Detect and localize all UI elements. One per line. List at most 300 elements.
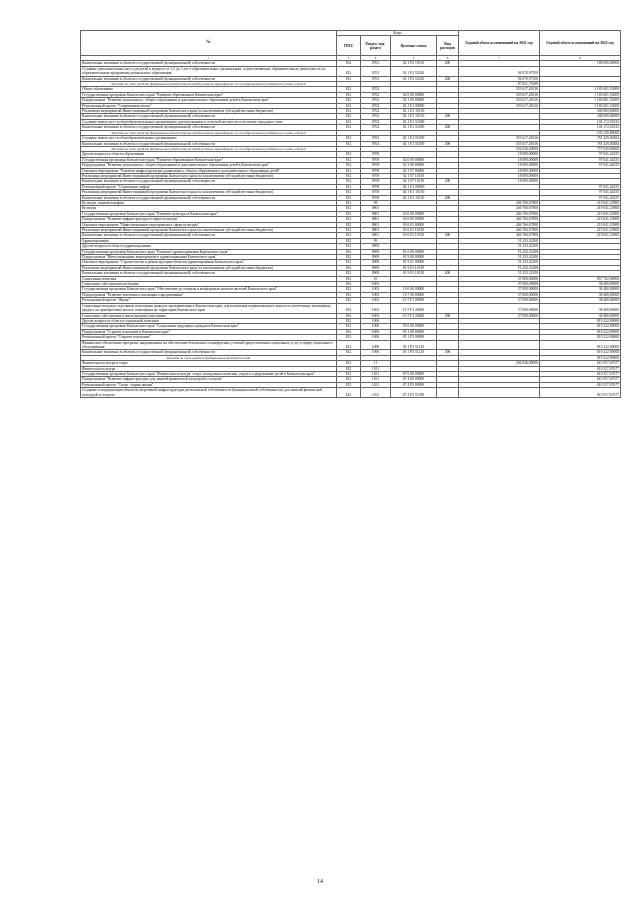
row-csr: 03 6 00 00000 [391, 217, 437, 222]
header-year-2022: Годовой объем ассигнований на 2022 год [540, 31, 621, 56]
row-csr: 07 4 00 00000 [391, 377, 437, 382]
row-csr: 05 1 00 00000 [391, 329, 437, 334]
row-year-2021: 37 000,00000 [459, 282, 540, 287]
row-csr: 02 1 E1 10130 [391, 109, 437, 114]
row-year-2021: 18 000,00000 [459, 179, 540, 184]
row-name: Реализация мероприятий Инвестиционной программы Камчатского края (за исключением субсидий местным бюджетам) [81, 109, 337, 114]
row-year-2021: 204 026,00000 [459, 361, 540, 366]
row-csr: 02 1 P2 10130 [391, 61, 437, 66]
row-grbs: 812 [337, 87, 361, 92]
row-year-2022: 610 557,67677 [540, 371, 621, 376]
row-year-2022: 180 000,00000 [540, 61, 621, 66]
row-year-2022: 819 222,90000 [540, 324, 621, 329]
row-razdel: 0801 [361, 206, 391, 211]
row-year-2022: 104 172,52525 [540, 119, 621, 124]
row-name: Региональный проект "Современная школа" [81, 103, 337, 108]
row-grbs: 812 [337, 249, 361, 254]
row-year-2022: 97 041,44255 [540, 190, 621, 195]
row-year-2021: 353 617,26316 [459, 92, 540, 97]
row-vr: 400 [437, 271, 459, 276]
row-csr: 03 6 01 10130 [391, 228, 437, 233]
row-year-2022: 219 041,23900 [540, 217, 621, 222]
row-name: Создание дополнительных мест для детей в возрасте от 1,5 до 3 лет в образовательных организациях, осуществляющих образовательную деятельность по образовательным программам дошкольного образования [81, 66, 337, 76]
row-name: Капитальные вложения в объекты государственной (муниципальной) собственности [81, 114, 337, 119]
row-name: Создание новых мест в общеобразовательных организациях, расположенных в сельской местности и поселках городского типа [81, 119, 337, 124]
row-grbs: 812 [337, 233, 361, 238]
row-name: Государственная программа Камчатского края "Развитие образования в Камчатском крае" [81, 92, 337, 97]
row-year-2021: 353 617,26316 [459, 98, 540, 103]
row-razdel: 1006 [361, 329, 391, 334]
row-grbs: 812 [337, 228, 361, 233]
row-grbs: 812 [337, 340, 361, 350]
row-razdel: 0701 [361, 66, 391, 76]
row-razdel: 0702 [361, 136, 391, 141]
row-razdel: 0702 [361, 109, 391, 114]
row-grbs: 812 [337, 377, 361, 382]
row-name: Государственная программа Камчатского края "Обеспечение доступным и комфортным жильем жителей Камчатского края" [81, 287, 337, 292]
row-year-2022: 610 557,67677 [540, 366, 621, 371]
row-year-2022: 219 041,23900 [540, 222, 621, 227]
row-name: Реализация мероприятий Инвестиционной программы Камчатского края (за исключением субсидий местным бюджетам) [81, 173, 337, 178]
row-name: Социальное обеспечение и иные выплаты населению [81, 313, 337, 318]
row-year-2022: 1 183 601,53009 [540, 98, 621, 103]
row-razdel: 0709 [361, 173, 391, 178]
row-razdel: 0709 [361, 190, 391, 195]
row-csr: 02 1 E1 00000 [391, 184, 437, 189]
row-csr: 01 9 01 10130 [391, 271, 437, 276]
row-vr [437, 340, 459, 350]
row-year-2022: 300 000,00000 [540, 114, 621, 119]
row-year-2021: 51 233,32200 [459, 260, 540, 265]
row-razdel: 0909 [361, 265, 391, 270]
row-csr: 02 1 P2 52320 [391, 66, 437, 76]
row-year-2021: 18 000,00000 [459, 163, 540, 168]
row-razdel: 1006 [361, 340, 391, 350]
row-year-2022: 38 480,00000 [540, 303, 621, 313]
row-csr: 02 1 E1 00000 [391, 103, 437, 108]
row-vr [437, 388, 459, 398]
row-name: Здравоохранение [81, 238, 337, 243]
row-csr: 02 0 00 00000 [391, 92, 437, 97]
row-csr: 02 1 00 00000 [391, 98, 437, 103]
row-vr: 400 [437, 141, 459, 146]
row-year-2021: 37 000,00000 [459, 298, 540, 303]
row-name: Расходы за счет средств федерального бюджета/межбюджетные трансферты из государственного поддержки семьи и детей [81, 146, 337, 151]
row-year-2022: 610 557,67677 [540, 377, 621, 382]
row-razdel: 1003 [361, 298, 391, 303]
row-razdel: 0702 [361, 119, 391, 124]
row-year-2021: 353 617,26316 [459, 103, 540, 108]
row-grbs: 812 [337, 276, 361, 281]
table-row [81, 303, 621, 313]
row-year-2021: 446 766,67800 [459, 200, 540, 205]
row-razdel: 1003 [361, 287, 391, 292]
row-name: Капитальные вложения в объекты государственной (муниципальной) собственности [81, 350, 337, 355]
row-grbs: 812 [337, 114, 361, 119]
row-name: Капитальные вложения в объекты государственной (муниципальной) собственности [81, 179, 337, 184]
row-year-2021: 51 233,32200 [459, 238, 540, 243]
row-razdel: 0909 [361, 260, 391, 265]
row-year-2022: 610 557,67677 [540, 388, 621, 398]
row-year-2022: 757 030,00000 [540, 146, 621, 151]
row-year-2021: 51 233,32200 [459, 249, 540, 254]
row-name: Подпрограмма "Старшее поколение в Камчатском крае" [81, 329, 337, 334]
row-year-2022: 219 041,23900 [540, 233, 621, 238]
row-grbs: 812 [337, 222, 361, 227]
row-csr: 03 6 01 00000 [391, 222, 437, 227]
row-csr: 05 1 P3 00000 [391, 335, 437, 340]
row-csr: 02 1 E1 10130 [391, 195, 437, 200]
row-grbs: 812 [337, 366, 361, 371]
row-name: Основное мероприятие "Развитие инфраструктуры дошкольного, общего образования и дополнительного образования детей" [81, 168, 337, 173]
row-csr: 02 1 P2 52320 [391, 76, 437, 81]
row-name: Социальное обеспечение населения [81, 282, 337, 287]
row-name: Подпрограмма "Развитие ипотечного жилищного кредитования" [81, 292, 337, 297]
colnum-4: 4 [361, 56, 391, 61]
row-razdel: 0702 [361, 114, 391, 119]
header-codes: Коды [337, 31, 459, 36]
row-year-2022: 819 222,90000 [540, 318, 621, 323]
row-year-2021 [459, 340, 540, 350]
row-grbs: 812 [337, 303, 361, 313]
row-year-2022: 1 183 601,53009 [540, 87, 621, 92]
row-csr: 02 1 E1 52300 [391, 119, 437, 124]
row-grbs: 812 [337, 388, 361, 398]
row-year-2022: 610 557,67677 [540, 382, 621, 387]
row-year-2021: 18 000,00000 [459, 152, 540, 157]
row-year-2021: 446 766,67800 [459, 206, 540, 211]
row-vr: 400 [437, 61, 459, 66]
row-csr: 02 1 07 00000 [391, 168, 437, 173]
row-year-2022: 97 041,44255 [540, 184, 621, 189]
row-grbs: 812 [337, 371, 361, 376]
row-grbs: 812 [337, 157, 361, 162]
row-name: Подпрограмма "Развитие дошкольного, общего образования и дополнительного образования детей в Камчатском крае" [81, 163, 337, 168]
row-razdel: 0801 [361, 217, 391, 222]
row-year-2022: 97 041,44255 [540, 157, 621, 162]
row-grbs: 812 [337, 313, 361, 318]
row-razdel: 1101 [361, 382, 391, 387]
row-razdel: 0709 [361, 184, 391, 189]
row-year-2021: 446 766,67800 [459, 228, 540, 233]
row-grbs: 812 [337, 265, 361, 270]
row-csr: 05 1 P3 51210 [391, 350, 437, 355]
row-csr: 05 0 00 00000 [391, 324, 437, 329]
row-csr: 10 7 F1 20400 [391, 313, 437, 318]
row-name: Социальная политика [81, 276, 337, 281]
row-razdel: 1101 [361, 371, 391, 376]
table-row [81, 66, 621, 76]
row-grbs: 812 [337, 103, 361, 108]
row-grbs: 812 [337, 211, 361, 216]
row-year-2022: 38 480,00000 [540, 298, 621, 303]
row-name: Физическая культура и спорт [81, 361, 337, 366]
table-row [81, 340, 621, 350]
row-vr: 300 [437, 313, 459, 318]
row-csr: 01 9 01 00000 [391, 260, 437, 265]
row-razdel: 0801 [361, 222, 391, 227]
row-year-2022: 1 183 601,53009 [540, 92, 621, 97]
row-year-2022: 219 041,23900 [540, 200, 621, 205]
row-name: Реализация мероприятий Инвестиционной программы Камчатского края (за исключением субсидий местным бюджетам) [81, 190, 337, 195]
row-csr: 02 1 E1 10130 [391, 114, 437, 119]
row-grbs: 812 [337, 217, 361, 222]
row-year-2021: 446 766,67800 [459, 217, 540, 222]
header-vr: Вид расходов [437, 36, 459, 56]
row-grbs: 812 [337, 152, 361, 157]
colnum-8: 8 [540, 56, 621, 61]
row-grbs: 812 [337, 329, 361, 334]
row-name: Создание новых мест в общеобразовательных организациях [81, 136, 337, 141]
row-grbs: 812 [337, 361, 361, 366]
row-razdel: 0909 [361, 244, 391, 249]
row-csr: 07 4 P5 00000 [391, 382, 437, 387]
row-name: Расходы за счет средств федерального бюджета/межбюджетные трансферты из государственного поддержки семьи и детей [81, 130, 337, 135]
row-grbs: 812 [337, 173, 361, 178]
colnum-7: 7 [459, 56, 540, 61]
row-grbs: 812 [337, 136, 361, 141]
row-csr: 02 1 07 10130 [391, 179, 437, 184]
row-year-2021: 87 021,71000 [459, 82, 540, 87]
row-year-2021: 37 000,00000 [459, 313, 540, 318]
row-csr: 10 7 F1 20400 [391, 303, 437, 313]
row-vr: 400 [437, 76, 459, 81]
row-name: Расходы за счет средств федерального бюджета\ вода [81, 355, 337, 360]
row-name: Финансовое обеспечение программ, направленных на обеспечение безопасных и комфортных условий предоставления социальных услуг в сфере социального обслуживания [81, 340, 337, 350]
row-year-2022: 781 429,00484 [540, 136, 621, 141]
row-year-2021: 446 766,67800 [459, 222, 540, 227]
row-csr: 02 1 E1 55200 [391, 141, 437, 146]
row-year-2021: 51 233,32200 [459, 244, 540, 249]
row-grbs: 812 [337, 200, 361, 205]
row-grbs: 812 [337, 287, 361, 292]
row-grbs: 812 [337, 195, 361, 200]
row-grbs: 812 [337, 98, 361, 103]
row-grbs: 812 [337, 184, 361, 189]
colnum-6: 6 [437, 56, 459, 61]
row-year-2021: 446 766,67800 [459, 211, 540, 216]
row-name: Социальные выплаты отдельным категориям граждан, проживающим в Камчатском крае, для погашения первоначального взноса по ипотечному жилищному кредиту на приобретение жилого помещения на территории Камчатского края [81, 303, 337, 313]
budget-table-sheet [80, 30, 620, 398]
row-csr: 02 1 07 10130 [391, 173, 437, 178]
row-name: Другие вопросы в области здравоохранения [81, 244, 337, 249]
row-grbs: 812 [337, 318, 361, 323]
row-razdel: 0801 [361, 233, 391, 238]
row-csr: 02 1 E1 10130 [391, 190, 437, 195]
table-row [81, 388, 621, 398]
row-name: Государственная программа Камчатского края "Развитие культуры в Камчатском крае" [81, 211, 337, 216]
row-razdel: 11 [361, 361, 391, 366]
row-name: Государственная программа Камчатского края "Развитие здравоохранения Камчатского края" [81, 249, 337, 254]
row-name: Капитальные вложения в объекты государственной (муниципальной) собственности [81, 125, 337, 130]
row-name: Капитальные вложения в объекты государственной (муниципальной) собственности [81, 195, 337, 200]
colnum-5: 5 [391, 56, 437, 61]
row-year-2021: 18 000,00000 [459, 157, 540, 162]
row-name: Основное мероприятие "Инвестиционные мероприятия в сфере культуры" [81, 222, 337, 227]
row-name: Капитальные вложения в объекты государственной (муниципальной) собственности [81, 61, 337, 66]
row-grbs: 812 [337, 125, 361, 130]
row-year-2021: 94 070,97350 [459, 76, 540, 81]
row-razdel: 1003 [361, 313, 391, 318]
row-razdel: 0702 [361, 103, 391, 108]
row-year-2022: 38 480,00000 [540, 313, 621, 318]
colnum-3: 3 [337, 56, 361, 61]
row-year-2022: 300 000,00000 [540, 109, 621, 114]
row-razdel: 0702 [361, 98, 391, 103]
row-razdel: 10 [361, 276, 391, 281]
row-name: Основное мероприятие "Строительство и реконструкция объектов здравоохранения Камчатского края" [81, 260, 337, 265]
row-csr: 02 1 E1 55200 [391, 136, 437, 141]
row-name: Капитальные вложения в объекты государственной (муниципальной) собственности [81, 141, 337, 146]
row-grbs: 812 [337, 109, 361, 114]
row-year-2021: 37 000,00000 [459, 292, 540, 297]
row-name: Подпрограмма "Развитие дошкольного, общего образования и дополнительного образования детей в Камчатском крае" [81, 98, 337, 103]
row-year-2021: 353 617,26316 [459, 87, 540, 92]
row-razdel: 1003 [361, 303, 391, 313]
row-name: Капитальные вложения в объекты государственной (муниципальной) собственности [81, 271, 337, 276]
row-grbs: 812 [337, 350, 361, 355]
row-name: Региональный проект "Старшее поколение" [81, 335, 337, 340]
row-name: Государственная программа Камчатского края "Физическая культура, спорт, молодежная политика, отдых и оздоровление детей в Камчатском крае" [81, 371, 337, 376]
table-body [81, 56, 621, 398]
row-csr: 10 7 F1 00000 [391, 298, 437, 303]
row-year-2021: 18 000,00000 [459, 168, 540, 173]
header-number: № [81, 31, 337, 56]
row-name: Культура, кинематография [81, 200, 337, 205]
row-grbs: 812 [337, 260, 361, 265]
row-csr: 02 1 E1 52300 [391, 125, 437, 130]
row-grbs: 812 [337, 292, 361, 297]
row-name: Другие вопросы в области социальной политики [81, 318, 337, 323]
colnum-1: 1 [81, 56, 337, 61]
row-razdel: 0909 [361, 271, 391, 276]
row-year-2022: 819 222,90000 [540, 340, 621, 350]
row-year-2022: 1 183 601,53009 [540, 103, 621, 108]
row-grbs: 812 [337, 282, 361, 287]
header-year-2021: Годовой объем ассигнований на 2021 год [459, 31, 540, 56]
row-year-2021: 353 617,26316 [459, 141, 540, 146]
row-name: Расходы за счет средств федерального бюджета/межбюджетные трансферты из государственного поддержки семьи и детей [81, 82, 337, 87]
row-grbs: 812 [337, 119, 361, 124]
row-name: Другие вопросы в области образования [81, 152, 337, 157]
row-name: Подпрограмма "Развитие инфраструктуры в сфере культуры" [81, 217, 337, 222]
row-name: Капитальные вложения в объекты государственной (муниципальной) собственности [81, 233, 337, 238]
row-vr: 400 [437, 233, 459, 238]
budget-table [80, 30, 621, 398]
row-year-2022: 97 041,44255 [540, 152, 621, 157]
row-vr [437, 66, 459, 76]
row-grbs: 812 [337, 168, 361, 173]
row-year-2022: 38 480,00000 [540, 292, 621, 297]
row-vr: 400 [437, 350, 459, 355]
row-csr: 02 1 00 00000 [391, 163, 437, 168]
row-csr: 10 0 00 00000 [391, 287, 437, 292]
row-name: Создание и модернизация объектов спортивной инфраструктуры региональной собственности (муниципальной собственности) для занятий физической культурой и спортом [81, 388, 337, 398]
row-year-2022: 219 041,23900 [540, 228, 621, 233]
row-year-2021: 353 617,26316 [459, 136, 540, 141]
row-razdel: 0801 [361, 228, 391, 233]
row-csr: 01 9 00 00000 [391, 255, 437, 260]
row-razdel: 1006 [361, 335, 391, 340]
row-grbs: 812 [337, 238, 361, 243]
row-year-2021: 51 233,32200 [459, 271, 540, 276]
row-razdel: 0709 [361, 152, 391, 157]
row-razdel: 0709 [361, 157, 391, 162]
row-name: Подпрограмма "Развитие инфраструктуры для занятий физической культурой и спортом" [81, 377, 337, 382]
row-year-2021: 37 000,00000 [459, 287, 540, 292]
row-vr: 400 [437, 114, 459, 119]
row-year-2022: 819 222,90000 [540, 335, 621, 340]
row-grbs: 812 [337, 271, 361, 276]
row-year-2022: 819 222,90000 [540, 355, 621, 360]
row-vr: 400 [437, 179, 459, 184]
row-csr: 01 9 01 10130 [391, 265, 437, 270]
row-grbs: 812 [337, 324, 361, 329]
row-razdel: 0702 [361, 125, 391, 130]
row-razdel: 0701 [361, 76, 391, 81]
row-csr: 07 4 P5 51390 [391, 388, 437, 398]
row-year-2021: 51 233,32200 [459, 265, 540, 270]
row-csr: 10 7 00 00000 [391, 292, 437, 297]
row-grbs: 812 [337, 255, 361, 260]
row-razdel: 1101 [361, 366, 391, 371]
row-year-2021: 37 000,00000 [459, 303, 540, 313]
row-year-2021: 18 000,00000 [459, 173, 540, 178]
row-year-2021: 332 036,40000 [459, 146, 540, 151]
row-grbs: 812 [337, 335, 361, 340]
row-razdel: 0709 [361, 179, 391, 184]
row-grbs: 812 [337, 163, 361, 168]
row-razdel: 1006 [361, 318, 391, 323]
row-name: Региональный проект "Социальные лифты" [81, 184, 337, 189]
row-grbs: 812 [337, 66, 361, 76]
row-grbs: 812 [337, 206, 361, 211]
row-grbs: 812 [337, 382, 361, 387]
row-year-2022: 857 702,90000 [540, 276, 621, 281]
row-name: Государственная программа Камчатского края "Развитие образования в Камчатском крае" [81, 157, 337, 162]
row-name: Реализация мероприятий Инвестиционной программы Камчатского края (за исключением субсидий местным бюджетам) [81, 265, 337, 270]
row-name: Капитальные вложения в объекты государственной (муниципальной) собственности [81, 76, 337, 81]
row-razdel: 1006 [361, 324, 391, 329]
row-year-2021: 446 766,67800 [459, 233, 540, 238]
row-year-2022: 97 041,44255 [540, 195, 621, 200]
row-razdel: 0702 [361, 87, 391, 92]
row-grbs: 812 [337, 244, 361, 249]
row-csr: 02 0 00 00000 [391, 157, 437, 162]
row-razdel: 0701 [361, 61, 391, 66]
row-razdel: 1003 [361, 282, 391, 287]
row-grbs: 812 [337, 190, 361, 195]
row-name: Культура [81, 206, 337, 211]
row-csr: 03 6 01 10130 [391, 233, 437, 238]
row-year-2021: 37 000,00000 [459, 276, 540, 281]
row-year-2022: 781 429,00484 [540, 141, 621, 146]
row-year-2022: 103 130,80000 [540, 130, 621, 135]
row-name: Физическая культура [81, 366, 337, 371]
header-csr: Целевая статья [391, 36, 437, 56]
row-razdel: 0709 [361, 163, 391, 168]
row-grbs: 812 [337, 141, 361, 146]
row-grbs: 812 [337, 76, 361, 81]
row-name: Общее образование [81, 87, 337, 92]
row-year-2022: 97 041,44255 [540, 163, 621, 168]
row-year-2022: 610 557,67677 [540, 361, 621, 366]
row-razdel: 0702 [361, 141, 391, 146]
row-name: Региональный проект "Жилье" [81, 298, 337, 303]
row-vr: 400 [437, 125, 459, 130]
row-year-2022: 819 222,90000 [540, 329, 621, 334]
row-year-2021: 94 070,97350 [459, 66, 540, 76]
